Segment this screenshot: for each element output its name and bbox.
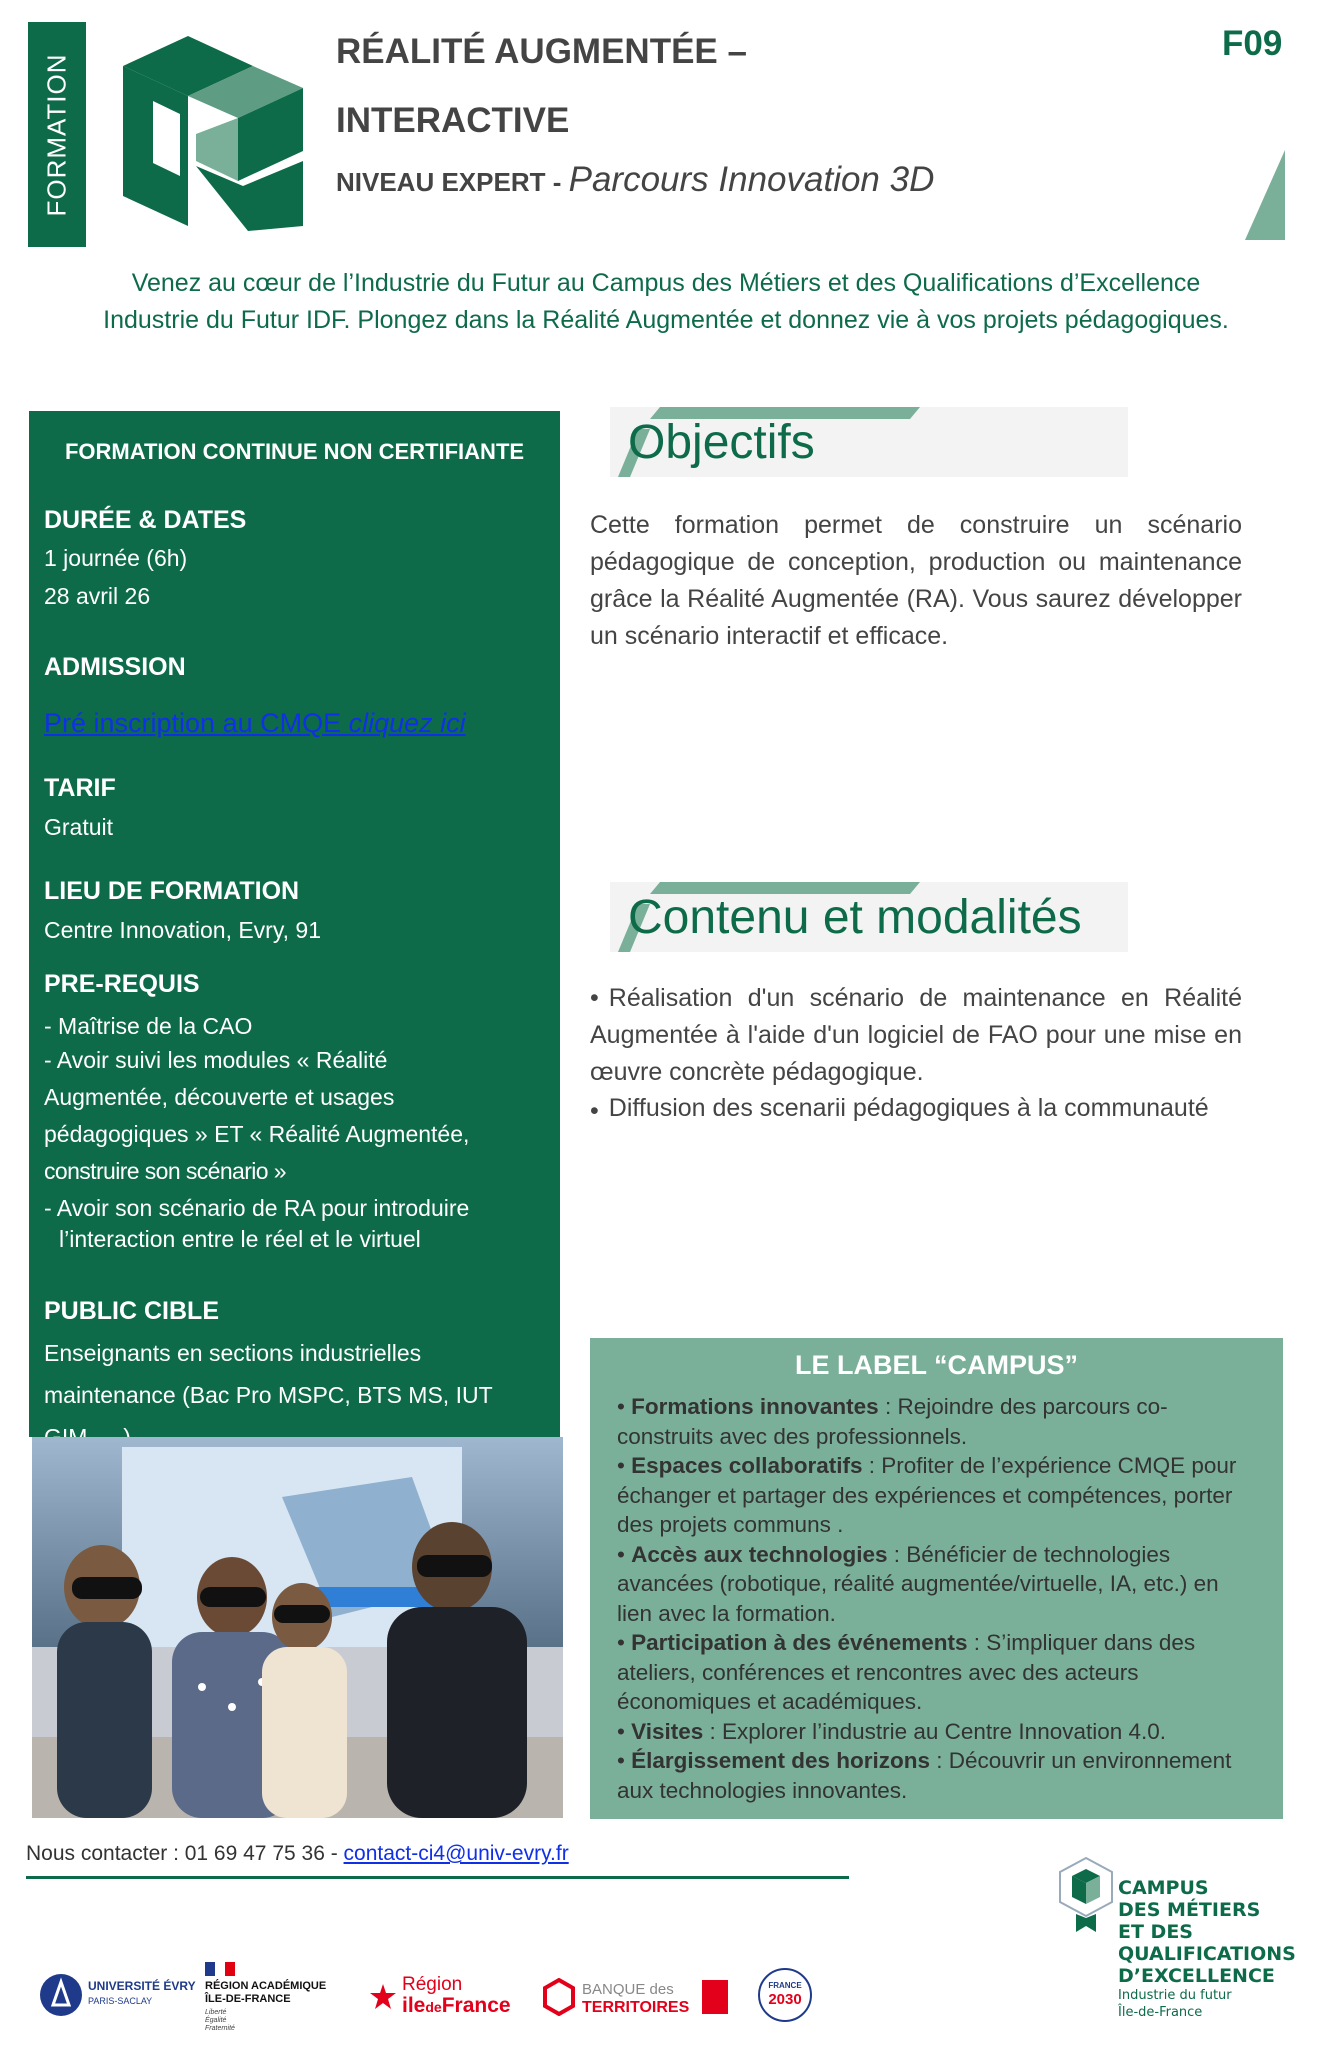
campus-line: CAMPUS xyxy=(1118,1877,1209,1899)
label-item: • Espaces collaboratifs : Profiter de l’expérience CMQE pour échanger et partager des expériences et compétences, porter des projets communs . xyxy=(617,1453,1237,1537)
info-panel xyxy=(29,411,560,1437)
prereq-item: - Maîtrise de la CAO xyxy=(44,1013,253,1039)
content-bullet-text: Réalisation d'un scénario de maintenance en Réalité Augmentée à l'aide d'un logiciel de FAO pour une mise en œuvre concrète pédagogique. xyxy=(590,984,1242,1086)
campus-text xyxy=(1118,1877,1296,2021)
campus-line: DES MÉTIERS xyxy=(1118,1899,1261,1921)
content-bullet-text: Diffusion des scenarii pédagogiques à la communauté xyxy=(608,1094,1209,1122)
label-item: • Formations innovantes : Rejoindre des parcours co-construits avec des professionnels. xyxy=(617,1394,1168,1449)
label-item-bold: Espaces collaboratifs xyxy=(631,1453,863,1478)
content-bullet: • Diffusion des scenarii pédagogiques à la communauté xyxy=(590,1093,1242,1130)
campus-badge-icon xyxy=(1056,1856,1116,1936)
campus-label-box xyxy=(590,1338,1283,1819)
region-acad-line2: ÎLE-DE-FRANCE xyxy=(205,1993,291,2005)
duration-heading: DURÉE & DATES xyxy=(44,506,247,534)
workshop-photo xyxy=(32,1437,563,1818)
label-item: • Visites : Explorer l’industrie au Centre Innovation 4.0. xyxy=(617,1718,1167,1744)
label-item-text: : Explorer l’industrie au Centre Innovation 4.0. xyxy=(703,1718,1167,1744)
intro-line2: Industrie du Futur IDF. Plongez dans la Réalité Augmentée et donnez vie à vos projets pédagogiques. xyxy=(103,306,1229,334)
region-idf-france: France xyxy=(441,1994,511,2017)
label-item-bold: Formations innovantes xyxy=(631,1394,879,1419)
campus-label-list xyxy=(617,1392,1257,1805)
label-item-bold: Visites xyxy=(631,1718,704,1744)
date-value: 28 avril 26 xyxy=(44,583,151,609)
location-value: Centre Innovation, Evry, 91 xyxy=(44,917,321,943)
intro-text xyxy=(40,265,1292,339)
banque-line2: TERRITOIRES xyxy=(582,1999,690,2016)
content-heading: Contenu et modalités xyxy=(628,891,1082,944)
label-item-text: : Profiter de l’expérience CMQE pour échanger et partager des expériences et compétences, porter des projets communs . xyxy=(617,1453,1237,1537)
univ-evry-name: UNIVERSITÉ ÉVRY xyxy=(88,1979,196,1993)
prereq-heading: PRE-REQUIS xyxy=(44,970,200,998)
campus-line: ET DES xyxy=(1118,1921,1193,1943)
audience-heading: PUBLIC CIBLE xyxy=(44,1297,219,1325)
france-2030-logo xyxy=(756,1966,814,2024)
signup-link-text[interactable]: Pré inscription au CMQE xyxy=(44,708,342,738)
label-item: • Participation à des événements : S’impliquer dans des ateliers, conférences et rencontres avec des acteurs économiques et académiques. xyxy=(617,1630,1196,1714)
subtitle xyxy=(336,160,934,200)
objectives-text: Cette formation permet de construire un scénario pédagogique de conception, production ou maintenance grâce la Réalité Augmentée (RA). Vous saurez développer un scénario interactif et efficace. xyxy=(590,511,1242,650)
formation-label: FORMATION xyxy=(41,52,72,217)
france-2030-line2: 2030 xyxy=(768,1991,802,2008)
region-idf-de: de xyxy=(425,1999,442,2015)
region-acad-line1: RÉGION ACADÉMIQUE xyxy=(205,1980,327,1992)
campus-sub: Industrie du futur xyxy=(1118,1988,1232,2003)
french-flag-icon xyxy=(205,1962,235,1976)
title-line1: RÉALITÉ AUGMENTÉE – xyxy=(336,32,747,71)
course-path: Parcours Innovation 3D xyxy=(568,160,935,199)
campus-label-title: LE LABEL “CAMPUS” xyxy=(794,1350,1078,1380)
title-line2: INTERACTIVE xyxy=(336,101,570,140)
contact-line xyxy=(26,1842,569,1866)
prereq-item: construire son scénario » xyxy=(44,1158,286,1184)
banque-line1: BANQUE des xyxy=(582,1981,674,1998)
content-list xyxy=(590,980,1242,1130)
france-2030-line1: FRANCE xyxy=(768,1981,802,1990)
campus-sub: Île-de-France xyxy=(1118,2005,1203,2020)
campus-line: D’EXCELLENCE xyxy=(1118,1965,1275,1987)
label-item-text: : Bénéficier de technologies avancées (robotique, réalité augmentée/virtuelle, IA, etc.) en lien avec la formation. xyxy=(617,1541,1219,1626)
contact-email-link[interactable]: contact-ci4@univ-evry.fr xyxy=(343,1842,569,1865)
label-item: • Accès aux technologies : Bénéficier de technologies avancées (robotique, réalité augmentée/virtuelle, IA, etc.) en lien avec la formation. xyxy=(617,1541,1219,1626)
label-item-text: : Découvrir un environnement aux technologies innovantes. xyxy=(617,1748,1232,1803)
corner-triangle-icon xyxy=(1245,150,1285,240)
univ-evry-sub: PARIS-SACLAY xyxy=(88,1996,153,2006)
prereq-item: - Avoir son scénario de RA pour introduire xyxy=(44,1195,470,1221)
footer-divider xyxy=(26,1876,849,1879)
formation-band xyxy=(28,22,86,247)
region-acad-motto: Égalité xyxy=(205,2017,227,2024)
region-idf-line1: Région xyxy=(402,1974,463,1995)
audience-line: maintenance (Bac Pro MSPC, BTS MS, IUT xyxy=(44,1382,493,1408)
panel-title: FORMATION CONTINUE NON CERTIFIANTE xyxy=(64,439,525,464)
label-item-bold: Élargissement des horizons xyxy=(631,1748,930,1773)
label-item-text: : Rejoindre des parcours co-construits avec des professionnels. xyxy=(617,1394,1168,1449)
admission-heading: ADMISSION xyxy=(44,653,186,681)
signup-link[interactable] xyxy=(44,708,466,739)
region-idf-ile: ile xyxy=(402,1994,426,2017)
objectives-heading-wrap xyxy=(590,407,1128,477)
prereq-item: Augmentée, découverte et usages xyxy=(44,1084,395,1110)
prereq-item: pédagogiques » ET « Réalité Augmentée, xyxy=(44,1121,470,1147)
prereq-item: - Avoir suivi les modules « Réalité xyxy=(44,1047,388,1073)
location-heading: LIEU DE FORMATION xyxy=(44,877,300,905)
intro-line1: Venez au cœur de l’Industrie du Futur au Campus des Métiers et des Qualifications d’Excellence xyxy=(131,269,1201,297)
campus-line: QUALIFICATIONS xyxy=(1118,1943,1296,1965)
label-item-text: : S’impliquer dans des ateliers, conférences et rencontres avec des acteurs économiques et académiques. xyxy=(617,1630,1196,1714)
content-heading-wrap xyxy=(590,882,1128,952)
prereq-item: l’interaction entre le réel et le virtuel xyxy=(59,1226,421,1252)
region-acad-motto: Liberté xyxy=(205,2009,227,2016)
region-academique-logo xyxy=(205,1962,355,2033)
label-item-bold: Participation à des événements xyxy=(631,1630,968,1655)
price-heading: TARIF xyxy=(44,774,116,802)
region-idf-line2 xyxy=(402,1994,511,2018)
prereq-list xyxy=(44,1008,469,1255)
region-acad-motto: Fraternité xyxy=(205,2025,235,2032)
content-bullet: • Réalisation d'un scénario de maintenance en Réalité Augmentée à l'aide d'un logiciel de FAO pour une mise en œuvre concrète pédagogique. xyxy=(590,984,1242,1086)
duration-value: 1 journée (6h) xyxy=(44,545,188,571)
label-item: • Élargissement des horizons : Découvrir un environnement aux technologies innovantes. xyxy=(617,1748,1232,1803)
course-code: F09 xyxy=(1222,24,1283,63)
audience-line: Enseignants en sections industrielles xyxy=(44,1340,422,1366)
contact-phone: Nous contacter : 01 69 47 75 36 - xyxy=(26,1842,344,1865)
univ-evry-emblem-icon xyxy=(38,1972,84,2018)
star-icon xyxy=(370,1984,396,2010)
price-value: Gratuit xyxy=(44,814,114,840)
objectives-heading: Objectifs xyxy=(628,416,815,469)
banque-hexagon-icon xyxy=(542,1978,576,2016)
label-item-bold: Accès aux technologies xyxy=(631,1541,888,1567)
caisse-depots-icon xyxy=(702,1980,728,2014)
signup-link-click-here[interactable]: cliquez ici xyxy=(348,708,466,738)
course-logo-icon xyxy=(108,26,303,231)
level-label: NIVEAU EXPERT - xyxy=(336,167,562,197)
